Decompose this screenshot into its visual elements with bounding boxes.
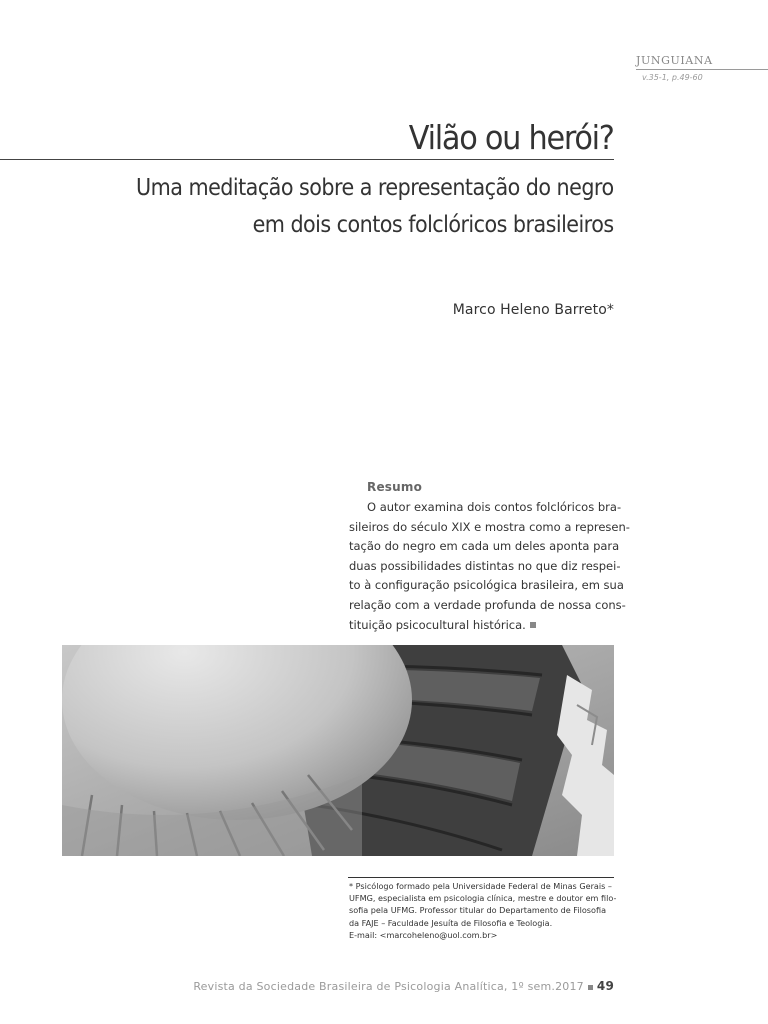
abstract-line: to à configuração psicológica brasileira, em sua <box>349 578 624 593</box>
abstract-line: tituição psicocultural histórica. <box>349 617 526 632</box>
page-footer <box>193 979 614 993</box>
journal-rule <box>636 69 768 70</box>
article-title: Vilão ou herói? <box>409 118 614 157</box>
footnote-line: E-mail: <marcoheleno@uol.com.br> <box>349 929 498 940</box>
footnote-line: da FAJE – Faculdade Jesuíta de Filosofia e Teologia. <box>349 917 553 928</box>
abstract-last-line <box>349 616 615 636</box>
staircase-photo <box>62 645 614 856</box>
footer-bullet-icon <box>588 985 593 990</box>
article-subtitle <box>136 170 614 244</box>
author-footnote <box>349 880 617 941</box>
abstract <box>349 480 630 635</box>
footnote-line: * Psicólogo formado pela Universidade Federal de Minas Gerais – <box>349 881 612 891</box>
title-rule <box>0 159 614 160</box>
author-name: Marco Heleno Barreto* <box>452 302 614 318</box>
journal-name: JUNGUIANA <box>636 54 713 67</box>
footnote-line: sofia pela UFMG. Professor titular do Departamento de Filosofia <box>349 905 607 916</box>
staircase-image <box>62 645 614 856</box>
volume-info: v.35-1, p.49-60 <box>642 73 703 82</box>
end-mark-icon <box>530 622 536 628</box>
footnote-line: UFMG, especialista em psicologia clínica, mestre e doutor em filo- <box>349 893 617 904</box>
abstract-text <box>349 498 630 635</box>
page-number: 49 <box>596 979 614 993</box>
abstract-line: duas possibilidades distintas no que diz respei- <box>349 558 621 573</box>
abstract-line: sileiros do século XIX e mostra como a represen- <box>349 519 630 534</box>
footnote-rule <box>348 877 614 878</box>
subtitle-line: em dois contos folclóricos brasileiros <box>253 212 615 238</box>
subtitle-line: Uma meditação sobre a representação do negro <box>136 175 614 201</box>
abstract-heading: Resumo <box>367 480 423 494</box>
abstract-line: tação do negro em cada um deles aponta para <box>349 539 620 554</box>
abstract-line: O autor examina dois contos folclóricos bra- <box>367 500 622 514</box>
abstract-line: relação com a verdade profunda de nossa cons- <box>349 597 626 612</box>
footer-journal-line: Revista da Sociedade Brasileira de Psicologia Analítica, 1º sem.2017 <box>193 980 584 993</box>
